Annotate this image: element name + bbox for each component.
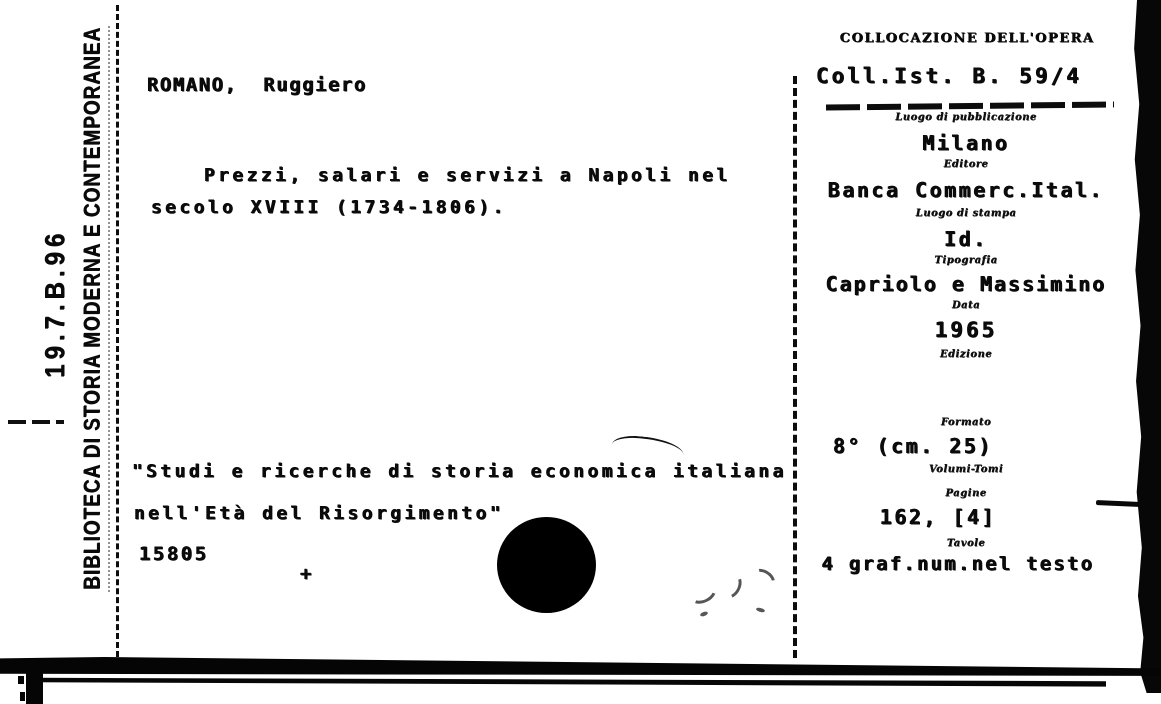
series-note-line-2: nell'Età del Risorgimento" (134, 503, 505, 524)
pencil-mark (700, 611, 709, 617)
author-heading: ROMANO, Ruggiero (147, 74, 367, 96)
title-line-1: Prezzi, salari e servizi a Napoli nel (204, 165, 731, 186)
faint-dotted-rule (108, 26, 110, 592)
ink-blot-circle (497, 517, 596, 613)
field-label-formato: Formato (940, 417, 992, 428)
torn-right-edge (1129, 0, 1161, 693)
bottom-left-ink-speck (18, 676, 24, 684)
field-value-tipografia: Capriolo e Massimino (825, 272, 1107, 296)
card-bottom-edge-line (0, 657, 1161, 679)
pencil-mark (684, 575, 721, 609)
field-label-edizione: Edizione (939, 349, 993, 360)
field-label-data: Data (951, 300, 981, 311)
field-value-editore: Banca Commerc.Ital. (827, 178, 1105, 202)
series-note-line-1: "Studi e ricerche di storia economica italiana (132, 461, 787, 482)
bottom-left-ink-speck (20, 692, 25, 701)
field-label-luogo-stampa: Luogo di stampa (915, 208, 1017, 219)
left-margin-dash (8, 420, 64, 424)
field-label-pagine: Pagine (945, 488, 987, 499)
pencil-mark (747, 564, 780, 595)
collocazione-header: COLLOCAZIONE DELL'OPERA (839, 31, 1095, 46)
spine-accession-number: 19.7.B.96 (40, 228, 72, 378)
field-value-data: 1965 (934, 318, 998, 342)
plus-annotation-mark: + (300, 563, 312, 585)
field-value-tavole: 4 graf.num.nel testo (821, 553, 1095, 575)
stray-pen-stroke (611, 434, 684, 457)
field-label-editore: Editore (943, 159, 989, 170)
spine-library-stamp: BIBLIOTECA DI STORIA MODERNA E CONTEMPORANEA (80, 27, 106, 590)
bottom-left-ink-tab (26, 662, 43, 704)
card-bottom-shadow-line (34, 677, 1106, 687)
shelfmark: Coll.Ist. B. 59/4 (816, 64, 1082, 88)
shelfmark-underline (826, 101, 1114, 110)
accession-number: 15805 (139, 543, 209, 565)
field-label-volumi-tomi: Volumi-Tomi (928, 464, 1004, 475)
title-line-2: secolo XVIII (1734-1806). (151, 197, 507, 218)
vertical-dotted-rule (116, 5, 119, 657)
field-value-pagine: 162, [4] (879, 505, 997, 529)
field-label-luogo-pubblicazione: Luogo di pubblicazione (895, 112, 1037, 123)
field-label-tavole: Tavole (946, 538, 986, 549)
pencil-mark (714, 568, 746, 603)
field-value-luogo-pubblicazione: Milano (922, 131, 1010, 155)
field-value-formato: 8° (cm. 25) (833, 434, 993, 458)
pencil-mark (756, 607, 766, 613)
field-value-luogo-stampa: Id. (944, 227, 988, 251)
field-label-tipografia: Tipografia (934, 255, 998, 266)
